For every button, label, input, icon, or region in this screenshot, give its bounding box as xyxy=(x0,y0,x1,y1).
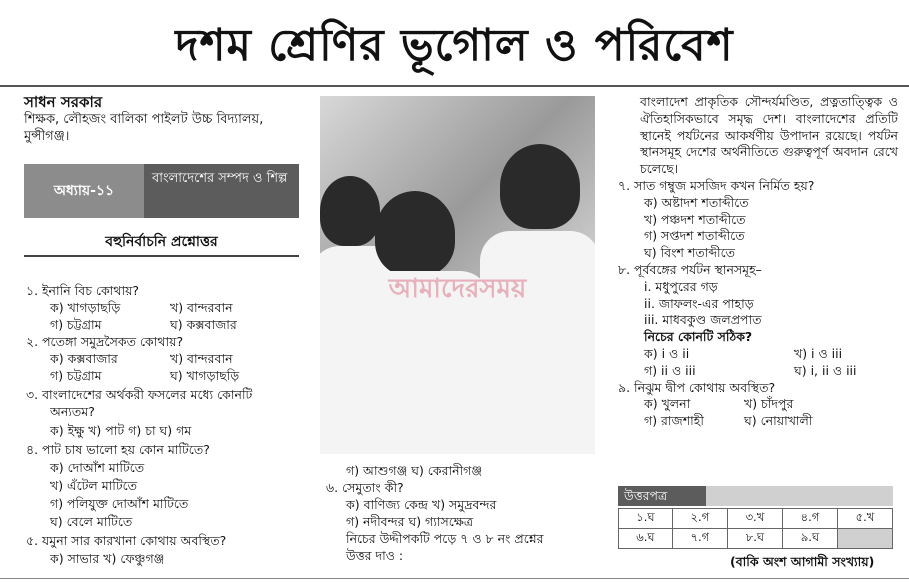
table-row xyxy=(619,529,893,549)
question-7: ৭. সাত গম্বুজ মসজিদ কখন নির্মিত হয়? xyxy=(618,177,815,193)
stimulus-paragraph: বাংলাদেশ প্রাকৃতিক সৌন্দর্যমণ্ডিত, প্রত্নতাত্ত্বিক ও ঐতিহাসিকভাবে সমৃদ্ধ দেশ। বাংলাদেশের প্রতিটি স্থানেই পর্যটনের আকর্ষণীয় উপাদান রয়েছে। পর্যটন স্থানসমূহ দেশের অর্থনীতিতে গুরুত্বপূর্ণ অবদান রেখে চলেছে। xyxy=(640,94,898,177)
statement: i. মধুপুরের গড় xyxy=(644,278,718,294)
option: খ) চাঁদপুর xyxy=(744,396,794,412)
continuation-note: (বাকি অংশ আগামী সংখ্যায়) xyxy=(730,554,875,569)
answer-cell: ৩.খ xyxy=(727,509,782,529)
option: গ) ii ও iii xyxy=(644,362,696,378)
question-4: ৪. পাট চাষ ভালো হয় কোন মাটিতে? xyxy=(26,442,210,457)
option: খ) পঞ্চদশ শতাব্দীতে xyxy=(644,211,746,227)
question-5: ৫. যমুনা সার কারখানা কোথায় অবস্থিত? xyxy=(26,533,227,548)
option: ক) খুলনা xyxy=(644,396,691,412)
mcq-heading: বহুনির্বাচনি প্রশ্নোত্তর xyxy=(105,234,218,250)
answers-header-fill xyxy=(706,486,893,506)
option: ক) বাণিজ্য কেন্দ্র খ) সমুদ্রবন্দর xyxy=(346,497,497,512)
title-divider xyxy=(0,85,909,87)
answer-cell: ৯.ঘ xyxy=(782,529,837,549)
students-photo xyxy=(320,96,595,454)
answer-cell: ৮.ঘ xyxy=(727,529,782,549)
option: খ) এঁটেল মাটিতে xyxy=(50,478,138,493)
question-3-cont: অন্যতম? xyxy=(50,404,95,419)
option: গ) চট্টগ্রাম xyxy=(50,368,102,383)
option: ঘ) খাগড়াছড়ি xyxy=(170,368,240,383)
option: ঘ) i, ii ও iii xyxy=(794,362,857,378)
answer-cell xyxy=(837,529,892,549)
option-row xyxy=(618,396,898,413)
student-head xyxy=(320,176,380,246)
instruction: নিচের উদ্দীপকটি পড়ে ৭ ও ৮ নং প্রশ্নের xyxy=(346,531,544,546)
answer-cell: ৭.গ xyxy=(672,529,727,549)
option: খ) বান্দরবান xyxy=(170,351,233,366)
option-row xyxy=(618,346,898,363)
option: গ) নদীবন্দর ঘ) গ্যাসক্ষেত্র xyxy=(346,514,474,529)
chapter-banner xyxy=(24,164,299,218)
option: গ) আশুগঞ্জ ঘ) কেরানীগঞ্জ xyxy=(346,463,483,478)
option: ঘ) বিংশ শতাব্দীতে xyxy=(644,245,736,261)
student-shirt xyxy=(480,231,595,454)
option-row xyxy=(618,413,898,430)
question-2: ২. পতেঙ্গা সমুদ্রসৈকত কোথায়? xyxy=(26,334,184,349)
question-3: ৩. বাংলাদেশের অর্থকরী ফসলের মধ্যে কোনটি xyxy=(26,387,253,402)
option: ক) i ও ii xyxy=(644,345,690,361)
chapter-number: অধ্যায়-১১ xyxy=(24,164,144,218)
page-title: দশম শ্রেণির ভূগোল ও পরিবেশ xyxy=(175,20,734,71)
options: ক) সাভার খ) ফেঞ্চুগঞ্জ xyxy=(50,551,165,566)
question-1: ১. ইনানি বিচ কোথায়? xyxy=(26,283,140,298)
student-head xyxy=(375,191,455,276)
answer-cell: ৪.গ xyxy=(782,509,837,529)
instruction: উত্তর দাও : xyxy=(346,548,404,563)
option: গ) রাজশাহী xyxy=(644,413,704,429)
question-9: ৯. নিঝুম দ্বীপ কোথায় অবস্থিত? xyxy=(618,379,776,395)
middle-column xyxy=(326,462,606,564)
option: ঘ) বেলে মাটিতে xyxy=(50,514,133,529)
option: খ) বান্দরবান xyxy=(170,300,233,315)
bottom-divider xyxy=(0,578,909,579)
options: ক) ইক্ষু খ) পাট গ) চা ঘ) গম xyxy=(50,423,192,438)
answers-header xyxy=(618,486,893,506)
answer-cell: ৬.ঘ xyxy=(619,529,673,549)
option: ঘ) কক্সবাজার xyxy=(170,317,237,332)
statement: ii. জাফলং-এর পাহাড় xyxy=(644,295,754,311)
watermark: আমাদেরসময় xyxy=(388,274,527,304)
question-6: ৬. সেমুতাং কী? xyxy=(326,480,404,495)
table-row xyxy=(619,509,893,529)
option: ক) কক্সবাজার xyxy=(50,351,118,366)
author-designation: শিক্ষক, লৌহজং বালিকা পাইলট উচ্চ বিদ্যালয়, মুন্সীগঞ্জ। xyxy=(24,112,264,144)
option: ক) খাগড়াছড়ি xyxy=(50,300,121,315)
author-name: সাধন সরকার xyxy=(24,93,103,111)
option-row xyxy=(618,363,898,380)
answer-cell: ২.গ xyxy=(672,509,727,529)
option: গ) সপ্তদশ শতাব্দীতে xyxy=(644,228,745,244)
answer-cell: ১.ঘ xyxy=(619,509,673,529)
student-head xyxy=(500,144,580,229)
answer-cell: ৫.খ xyxy=(837,509,892,529)
question-8: ৮. পূর্ববঙ্গের পর্যটন স্থানসমূহ– xyxy=(618,261,762,277)
question-8-ask: নিচের কোনটি সঠিক? xyxy=(644,329,753,345)
option: খ) i ও iii xyxy=(794,345,843,361)
option: ক) দোআঁশ মাটিতে xyxy=(50,460,145,475)
mcq-divider xyxy=(24,255,299,257)
answers-heading: উত্তরপত্র xyxy=(618,486,706,506)
option: গ) পলিযুক্ত দোআঁশ মাটিতে xyxy=(50,496,189,511)
right-column xyxy=(618,94,898,430)
statement: iii. মাধবকুণ্ড জলপ্রপাত xyxy=(644,312,762,328)
option: গ) চট্টগ্রাম xyxy=(50,317,102,332)
chapter-name: বাংলাদেশের সম্পদ ও শিল্প xyxy=(144,164,299,218)
answers-table xyxy=(618,508,893,549)
option: ক) অষ্টাদশ শতাব্দীতে xyxy=(644,194,749,210)
author-block xyxy=(24,94,304,145)
option: ঘ) নোয়াখালী xyxy=(744,413,813,429)
